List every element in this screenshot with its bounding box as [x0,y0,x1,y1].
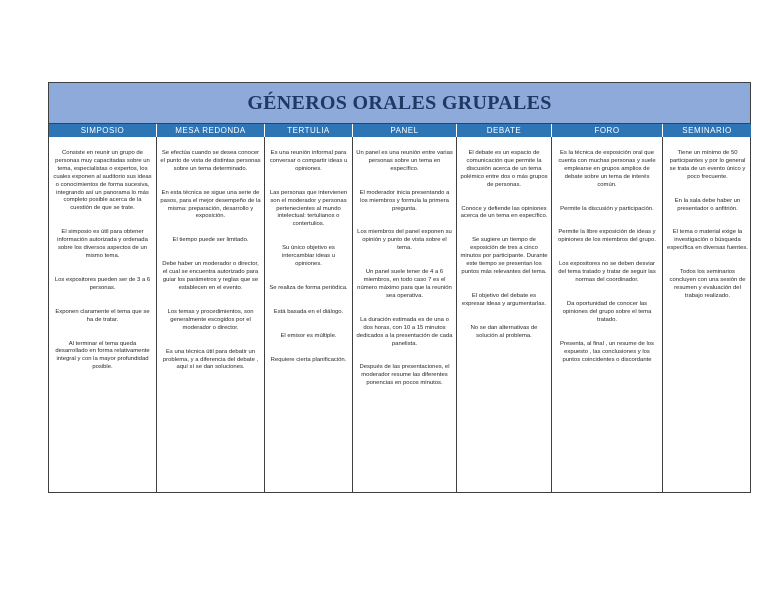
cell-paragraph: Es una reunión informal para conversar o compartir ideas u opiniones. [269,150,348,172]
cell-paragraph: Los temas y procedimientos, son generalmente escogidos por el moderador o director. [167,308,254,331]
cell-paragraph: Se efectúa cuando se desea conocer el punto de vista de distintas personas sobre un tema determinado. [160,150,261,172]
column-header-tertulia: TERTULIA [265,124,353,137]
cell-paragraph: Presenta, al final , un resume de los expuesto , las conclusiones y los puntos coincidentes o discordante [560,340,654,363]
cell-paragraph: El objetivo del debate es expresar ideas y argumentarlas. [461,292,547,307]
genre-grid [49,124,750,493]
cell-paragraph: En esta técnica se sigue una serie de pasos, para el mejor desempeño de la misma: preparación, desarrollo y exposición. [160,189,261,220]
column-cell-foro [552,137,663,493]
cell-paragraph: Un panel es una reunión entre varias personas sobre un tema en específico. [356,150,453,172]
cell-paragraph: Su único objetivo es intercambiar ideas u opiniones. [281,245,336,268]
column-cell-mesa-redonda [157,137,265,493]
column-cell-seminario [663,137,752,493]
column-header-panel: PANEL [353,124,457,137]
cell-paragraph: Consiste en reunir un grupo de personas muy capacitadas sobre un tema, especialistas o expertos, los cuales exponen al auditorio sus ideas o conocimientos de forma sucesiva, integrando así un panorama lo más completo posible acerca de la cuestión de que se trate. [53,150,152,212]
cell-paragraph: Las personas que intervienen son el moderador y personas pertenecientes al mundo intelectual: tertulianos o contertulios. [269,189,348,228]
cell-paragraph: Se sugiere un tiempo de exposición de tres a cinco minutos por participante. Durante este tiempo se presentan los puntos más relevantes del tema. [460,237,548,275]
cell-paragraph: Conoce y defiende las opiniones acerca de un tema en específico. [460,205,548,220]
column-cell-simposio [49,137,157,493]
cell-paragraph: El emisor es múltiple. [280,332,337,339]
column-cell-debate [457,137,552,493]
genre-table [48,82,751,493]
cell-paragraph: El moderador inicia presentando a los miembros y formula la primera pregunta. [359,189,450,212]
cell-paragraph: Los expositores no se deben desviar del tema tratado y tratar de seguir las normas del coordinador. [558,261,656,284]
cell-paragraph: Al terminar el tema queda desarrollado en forma relativamente integral y con la mayor profundidad posible. [55,340,150,371]
cell-paragraph: Se realiza de forma periódica. [269,284,348,291]
cell-paragraph: No se dan alternativas de solución al problema. [470,324,538,339]
page-title: GÉNEROS ORALES GRUPALES [247,91,552,114]
cell-paragraph: Requiere cierta planificación. [270,356,347,363]
cell-paragraph: El simposio es útil para obtener información autorizada y ordenada sobre los diversos aspectos de un mismo tema. [57,229,148,259]
cell-paragraph: Todos los seminarios concluyen con una sesión de resumen y evaluación del trabajo realizado. [669,269,746,299]
cell-paragraph: Es una técnica útil para debatir un problema, y a diferencia del debate , aquí sí se dan soluciones. [162,348,259,371]
cell-paragraph: Permite la discusión y participación. [560,205,654,212]
cell-paragraph: Los expositores pueden ser de 3 a 6 personas. [54,276,151,291]
cell-paragraph: El debate es un espacio de comunicación que permite la discusión acerca de un tema polémico entre dos o más grupos de personas. [460,150,548,188]
cell-paragraph: Está basada en el diálogo. [273,308,344,315]
column-header-mesa-redonda: MESA REDONDA [157,124,265,137]
cell-paragraph: Tiene un mínimo de 50 participantes y por lo general se trata de un evento único y poco frecuente. [669,150,746,180]
cell-paragraph: Debe haber un moderador o director, el cual se encuentra autorizado para guiar los parámetros y reglas que se establecen en el evento. [162,261,259,291]
cell-paragraph: La duración estimada es de una o dos horas, con 10 a 15 minutos dedicados a la presentación de cada panelista. [356,316,453,347]
column-cell-panel [353,137,457,493]
cell-paragraph: Los miembros del panel exponen su opinión y punto de vista sobre el tema. [357,229,452,252]
column-header-debate: DEBATE [457,124,552,137]
column-header-foro: FORO [552,124,663,137]
cell-paragraph: Después de las presentaciones, el moderador resume las diferentes ponencias en pocos minutos. [359,364,450,387]
cell-paragraph: Exponen claramente el tema que se ha de tratar. [55,308,150,323]
cell-paragraph: El tema o material exige la investigación o búsqueda específica en diversas fuentes. [667,229,748,252]
column-cell-tertulia [265,137,353,493]
column-header-simposio: SIMPOSIO [49,124,157,137]
cell-paragraph: Permite la libre exposición de ideas y opiniones de los miembros del grupo. [558,229,656,244]
cell-paragraph: En la sala debe haber un presentador o anfitrión. [674,197,741,212]
cell-paragraph: Da oportunidad de conocer las opiniones del grupo sobre el tema tratado. [562,300,652,323]
title-bar [49,83,750,124]
cell-paragraph: El tiempo puede ser limitado. [172,237,249,244]
cell-paragraph: Un panel suele tener de 4 a 6 miembros, en todo caso 7 es el número máximo para que la reunión sea operativa. [357,269,452,299]
cell-paragraph: Es la técnica de exposición oral que cuenta con muchas personas y suele emplearse en grupos amplios de debate sobre un tema de interés común. [558,150,656,188]
column-header-seminario: SEMINARIO [663,124,752,137]
